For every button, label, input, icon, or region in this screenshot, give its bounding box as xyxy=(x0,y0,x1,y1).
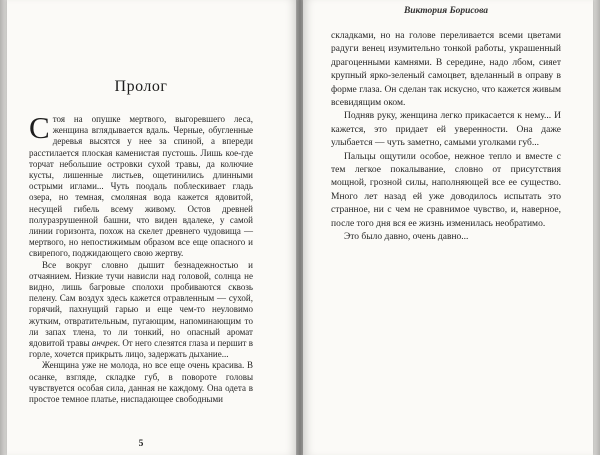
paragraph: Это было давно, очень давно... xyxy=(344,232,469,243)
paragraph-text: тоя на опушке мертвого, выгоревшего леса, женщина вглядывается вдаль. Черные, обугленные деревья высятся у нее за спиной, а впереди расстилается плоская каменистая пустошь. Лишь кое-где торчат небольшие островки сухой травы, да колючие кусты, лишенные листьев, ощетинились длинными острыми иглами... Чуть поодаль поблескивает гладь озера, но темная, смоляная вода кажется ядовитой, несущей гибель всему живому. Остов древней полуразрушенной башни, что виден вдалеке, у самой линии горизонта, похож на скелет древнего чудовища — мертвого, но непостижимым образом все еще опасного и свирепого, поджидающего свою жертву. xyxy=(29,114,253,259)
left-page xyxy=(7,0,297,455)
running-header-author: Виктория Борисова xyxy=(403,6,489,16)
paragraph-text: Все вокруг словно дышит безнадежностью и отчаянием. Низкие тучи нависли над головой, солнца не видно, лишь багровые сполохи пробиваются сквозь пелену. Сам воздух здесь кажется отравленным — сухой, горячий, пахнущий гарью и еще чем-то неуловимо жутким, отвратительным, пугающим, напоминающим то ли запах тлена, то ли тонкий, но опасный аромат ядовитой травы xyxy=(29,259,253,349)
chapter-heading: Пролог xyxy=(114,78,168,95)
paragraph: Пальцы ощутили особое, нежное тепло и вместе с тем легкое покалывание, словно от присутствия мощной, грозной силы, наполняющей все ее существо. Много лет назад ей уже доводилось испытать это странное, ни с чем не сравнимое чувство, и, наверное, после того дня вся ее жизнь изменилась необратимо. xyxy=(331,151,561,229)
dropcap-letter: С xyxy=(29,110,50,145)
right-page xyxy=(303,0,593,455)
paragraph-text: . От него слезятся глаза и першит в горле, хочется прикрыть лицо, задержать дыхание... xyxy=(29,338,253,360)
paragraph: Женщина уже не молода, но все еще очень красива. В осанке, взгляде, складке губ, в повороте головы чувствуется особая сила, данная не каждому. Она одета в простое темное платье, ниспадающее свободными xyxy=(29,360,253,405)
paragraph xyxy=(29,110,253,260)
left-page-body xyxy=(29,110,253,405)
paragraph: Подняв руку, женщина легко прикасается к нему... И кажется, это придает ей уверенности. Она даже улыбается — чуть заметно, самыми уголками губ... xyxy=(331,111,561,149)
page-number: 5 xyxy=(138,439,144,449)
italic-term: анчрек xyxy=(91,338,118,349)
right-page-body xyxy=(331,30,561,245)
paragraph: складками, но на голове переливается всеми цветами радуги венец изумительно тонкой работы, украшенный драгоценными камнями. В середине, надо лбом, сияет крупный ярко-зеленый самоцвет, вделанный в оправу в форме глаза. Он сделан так искусно, что кажется живым всевидящим оком. xyxy=(331,31,561,109)
paragraph xyxy=(29,260,253,361)
